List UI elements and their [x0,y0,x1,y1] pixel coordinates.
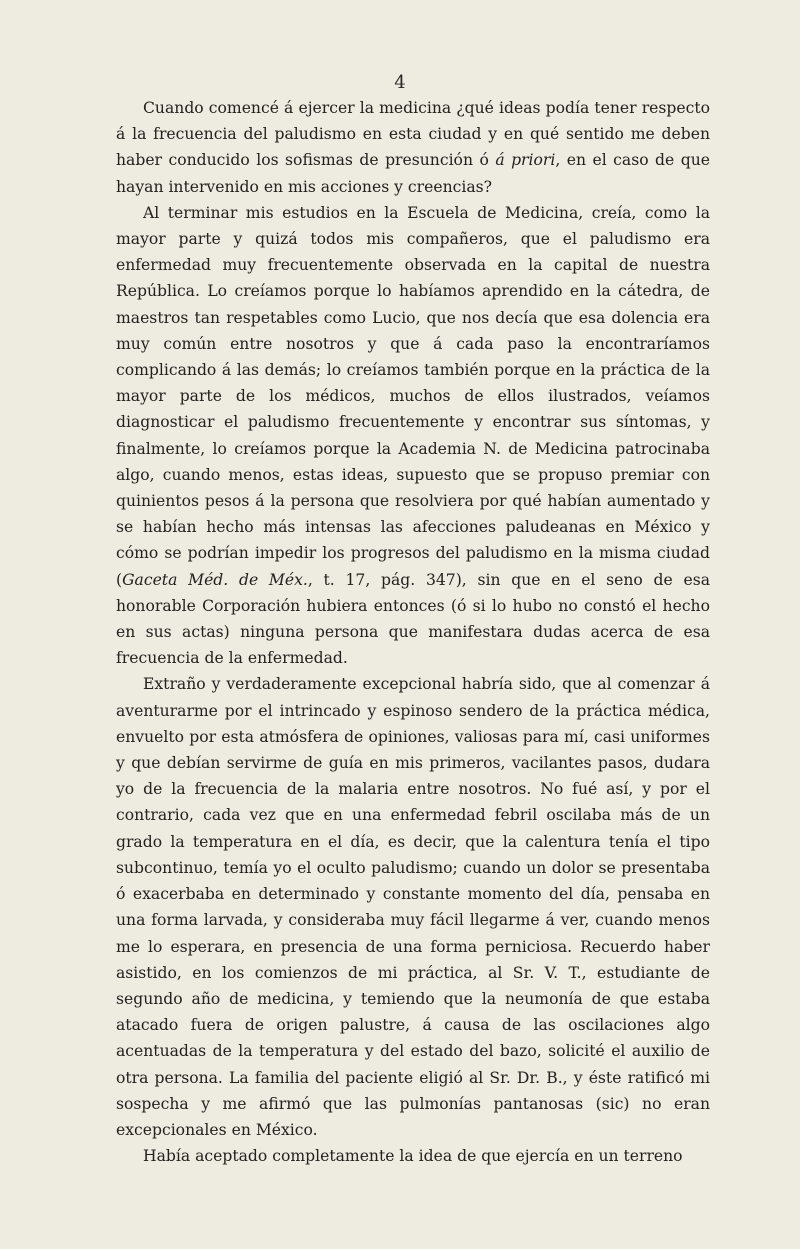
paragraph-4-text: Había aceptado completamente la idea de que ejercía en un terreno [143,1147,683,1166]
paragraph-1-text-a: Cuando comencé á ejercer la medicina ¿qué ideas podía tener respecto á la frecuencia del paludismo en esta ciudad y en qué sentido me deben haber conducido los sofismas de presunción ó [116,99,710,170]
paragraph-1 [116,95,710,200]
paragraph-2-text-b: , t. 17, pág. 347), sin que en el seno de esa honorable Corporación hubiera entonces (ó si lo hubo no constó el hecho en sus actas) ninguna persona que manifestara dudas acerca de esa frecuencia de la enfermedad. [116,570,710,668]
page-number: 4 [394,72,406,93]
body-text [116,95,710,1169]
paragraph-1-text-b: , en el caso de que hayan intervenido en mis acciones y creencias? [116,151,710,196]
italic-gaceta-citation: Gaceta Méd. de Méx. [122,570,308,589]
paragraph-3-text: Extraño y verdaderamente excepcional habría sido, que al comenzar á aventurarme por el intrincado y espinoso sendero de la práctica médica, envuelto por esta atmósfera de opiniones, valiosas para mí, casi uniformes y que debían servirme de guía en mis primeros, vacilantes pasos, dudara yo de la frecuencia de la malaria entre nosotros. No fué así, y por el contrario, cada vez que en una enfermedad febril oscilaba más de un grado la temperatura en el día, es decir, que la calentura tenía el tipo subcontinuo, temía yo el oculto paludismo; cuando un dolor se presentaba ó exacerbaba en determinado y constante momento del día, pensaba en una forma larvada, y consideraba muy fácil llegarme á ver, cuando menos me lo esperara, en presencia de una forma perniciosa. Recuerdo haber asistido, en los comienzos de mi práctica, al Sr. V. T., estudiante de segundo año de medicina, y temiendo que la neumonía de que estaba atacado fuera de origen palustre, á causa de las oscilaciones algo acentuadas de la temperatura y del estado del bazo, solicité el auxilio de otra persona. La familia del paciente eligió al Sr. Dr. B., y éste ratificó mi sospecha y me afirmó que las pulmonías pantanosas (sic) no eran excepcionales en México. [116,675,710,1139]
paragraph-2 [116,200,710,672]
paragraph-4 [116,1143,710,1169]
paragraph-3 [116,671,710,1143]
paragraph-2-text-a: Al terminar mis estudios en la Escuela de Medicina, creía, como la mayor parte y quizá todos mis compañeros, que el paludismo era enfermedad muy frecuentemente observada en la capital de nuestra República. Lo creíamos porque lo habíamos aprendido en la cátedra, de maestros tan respetables como Lucio, que nos decía que esa dolencia era muy común entre nosotros y que á cada paso la encontraríamos complicando á las demás; lo creíamos también porque en la práctica de la mayor parte de los médicos, muchos de ellos ilustrados, veíamos diagnosticar el paludismo frecuentemente y encontrar sus síntomas, y finalmente, lo creíamos porque la Academia N. de Medicina patrocinaba algo, cuando menos, estas ideas, supuesto que se propuso premiar con quinientos pesos á la persona que resolviera por qué habían aumentado y se habían hecho más intensas las afecciones paludeanas en México y cómo se podrían impedir los progresos del paludismo en la misma ciudad ( [116,203,710,589]
italic-a-priori: á priori [495,151,556,170]
